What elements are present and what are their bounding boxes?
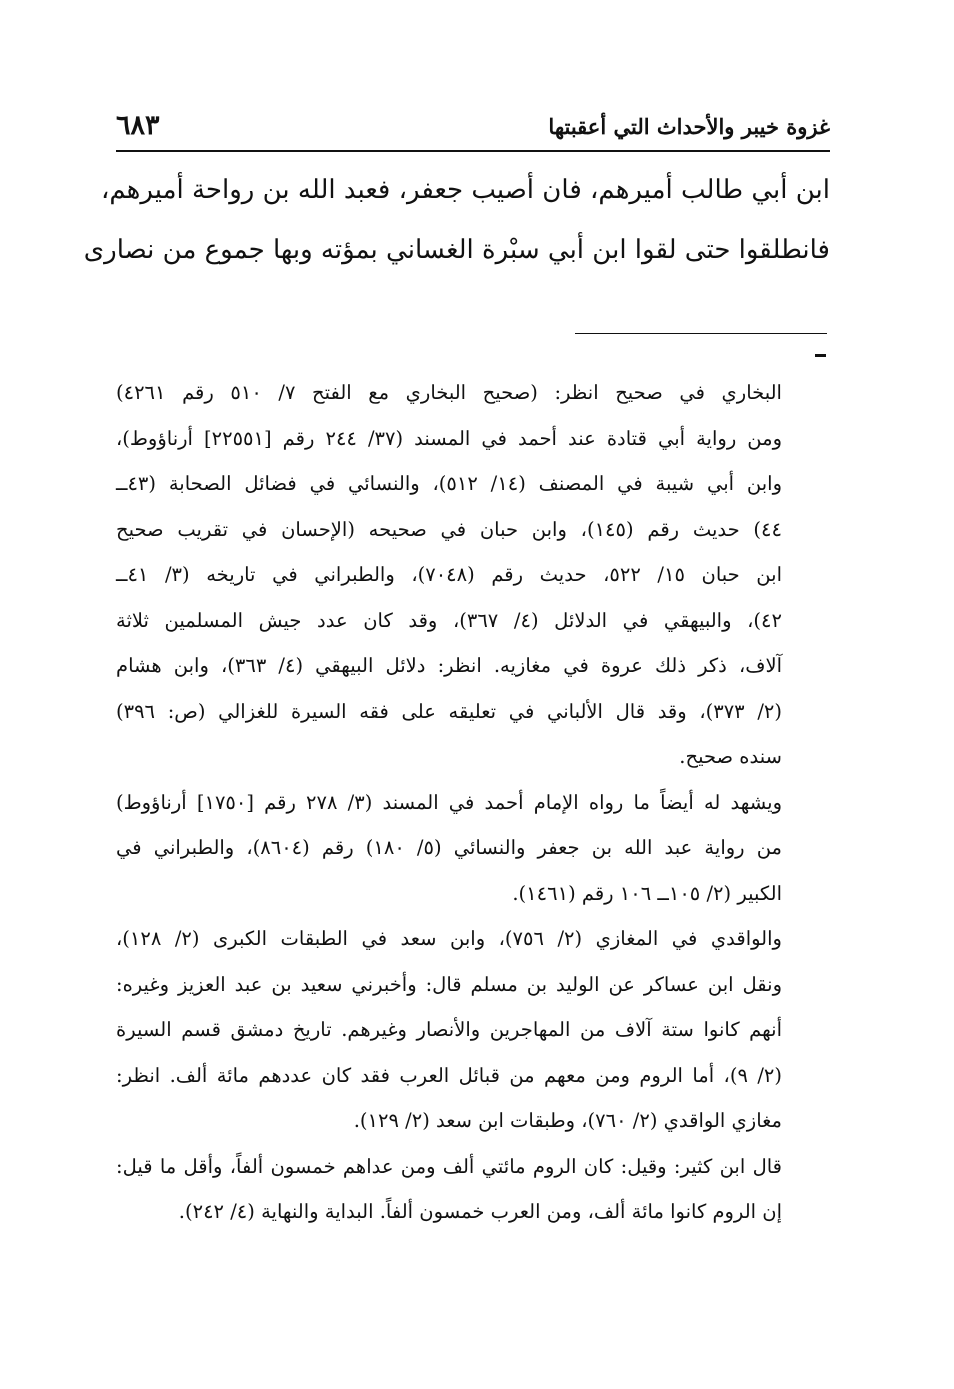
footnote-line: (٢/ ٩)، أما الروم ومن معهم من قبائل العرب فقد كان عددهم مائة ألف. انظر: xyxy=(116,1063,782,1087)
footnote-line: (٢/ ٣٧٣)، وقد قال الألباني في تعليقه على فقه السيرة للغزالي (ص: ٣٩٦) xyxy=(116,699,782,723)
footnote-line: الكبير (٢/ ١٠٥ــ ١٠٦ رقم (١٤٦١). xyxy=(512,881,782,905)
footnote-line: ٤٢)، والبيهقي في الدلائل (٤/ ٣٦٧)، وقد كان عدد جيش المسلمين ثلاثة xyxy=(116,608,782,632)
chapter-title: غزوة خيبر والأحداث التي أعقبتها xyxy=(548,114,830,139)
footnote-line: قال ابن كثير: وقيل: كان الروم مائتي ألف ومن عداهم خمسون ألفاً، وأقل ما قيل: xyxy=(116,1154,782,1178)
footnote-line: سنده صحيح. xyxy=(679,745,782,768)
footnote-line: آلاف، ذكر ذلك عروة في مغازيه. انظر: دلائل البيهقي (٤/ ٣٦٣)، وابن هشام xyxy=(116,654,782,677)
footnote-separator xyxy=(575,333,827,334)
footnote-marker xyxy=(815,354,826,357)
page-number: ٦٨٣ xyxy=(116,110,160,141)
footnote-line: ومن رواية أبي قتادة عند أحمد في المسند (٣٧/ ٢٤٤ رقم [٢٢٥٥١] أرناؤوط)، xyxy=(116,426,782,450)
footnotes xyxy=(116,370,782,1235)
text-line: ابن أبي طالب أميرهم، فان أصيب جعفر، فعبد الله بن رواحة أميرهم، xyxy=(100,175,830,205)
footnote-line: والواقدي في المغازي (٢/ ٧٥٦)، وابن سعد في الطبقات الكبرى (٢/ ١٢٨)، xyxy=(116,927,782,950)
footnote-line: وابن أبي شيبة في المصنف (١٤/ ٥١٢)، والنسائي في فضائل الصحابة (٤٣ــ xyxy=(116,472,782,495)
footnote-line: البخاري في صحيح انظر: (صحيح البخاري مع الفتح ٧/ ٥١٠ رقم ٤٢٦١) xyxy=(116,381,782,404)
footnote-line: إن الروم كانوا مائة ألف، ومن العرب خمسون ألفاً. البداية والنهاية (٤/ ٢٤٢). xyxy=(178,1200,782,1223)
main-text xyxy=(83,160,830,280)
running-header xyxy=(116,112,830,148)
footnote-line: ابن حبان ١٥/ ٥٢٢، حديث رقم (٧٠٤٨)، والطبراني في تاريخه (٣/ ٤١ــ xyxy=(116,563,782,586)
footnote-line: ونقل ابن عساكر عن الوليد بن مسلم قال: وأخبرني سعيد بن عبد العزيز وغيره: xyxy=(116,972,782,996)
footnote-line: ٤٤) حديث رقم (١٤٥)، وابن حبان في صحيحه (الإحسان في تقريب صحيح xyxy=(116,517,782,541)
text-line: فانطلقوا حتى لقوا ابن أبي سبْرة الغساني بمؤته وبها جموع من نصارى xyxy=(83,235,830,265)
header-divider xyxy=(116,150,830,152)
footnote-line: مغازي الواقدي (٢/ ٧٦٠)، وطبقات ابن سعد (٢/ ١٢٩). xyxy=(353,1109,782,1132)
footnote-line: ويشهد له أيضاً ما رواه الإمام أحمد في المسند (٣/ ٢٧٨ رقم [١٧٥٠] أرناؤوط) xyxy=(116,790,782,814)
footnote-line: من رواية عبد الله بن جعفر والنسائي (٥/ ١٨٠) رقم (٨٦٠٤)، والطبراني في xyxy=(116,836,782,859)
footnote-line: أنهم كانوا ستة آلاف من المهاجرين والأنصار وغيرهم. تاريخ دمشق قسم السيرة xyxy=(116,1018,782,1041)
